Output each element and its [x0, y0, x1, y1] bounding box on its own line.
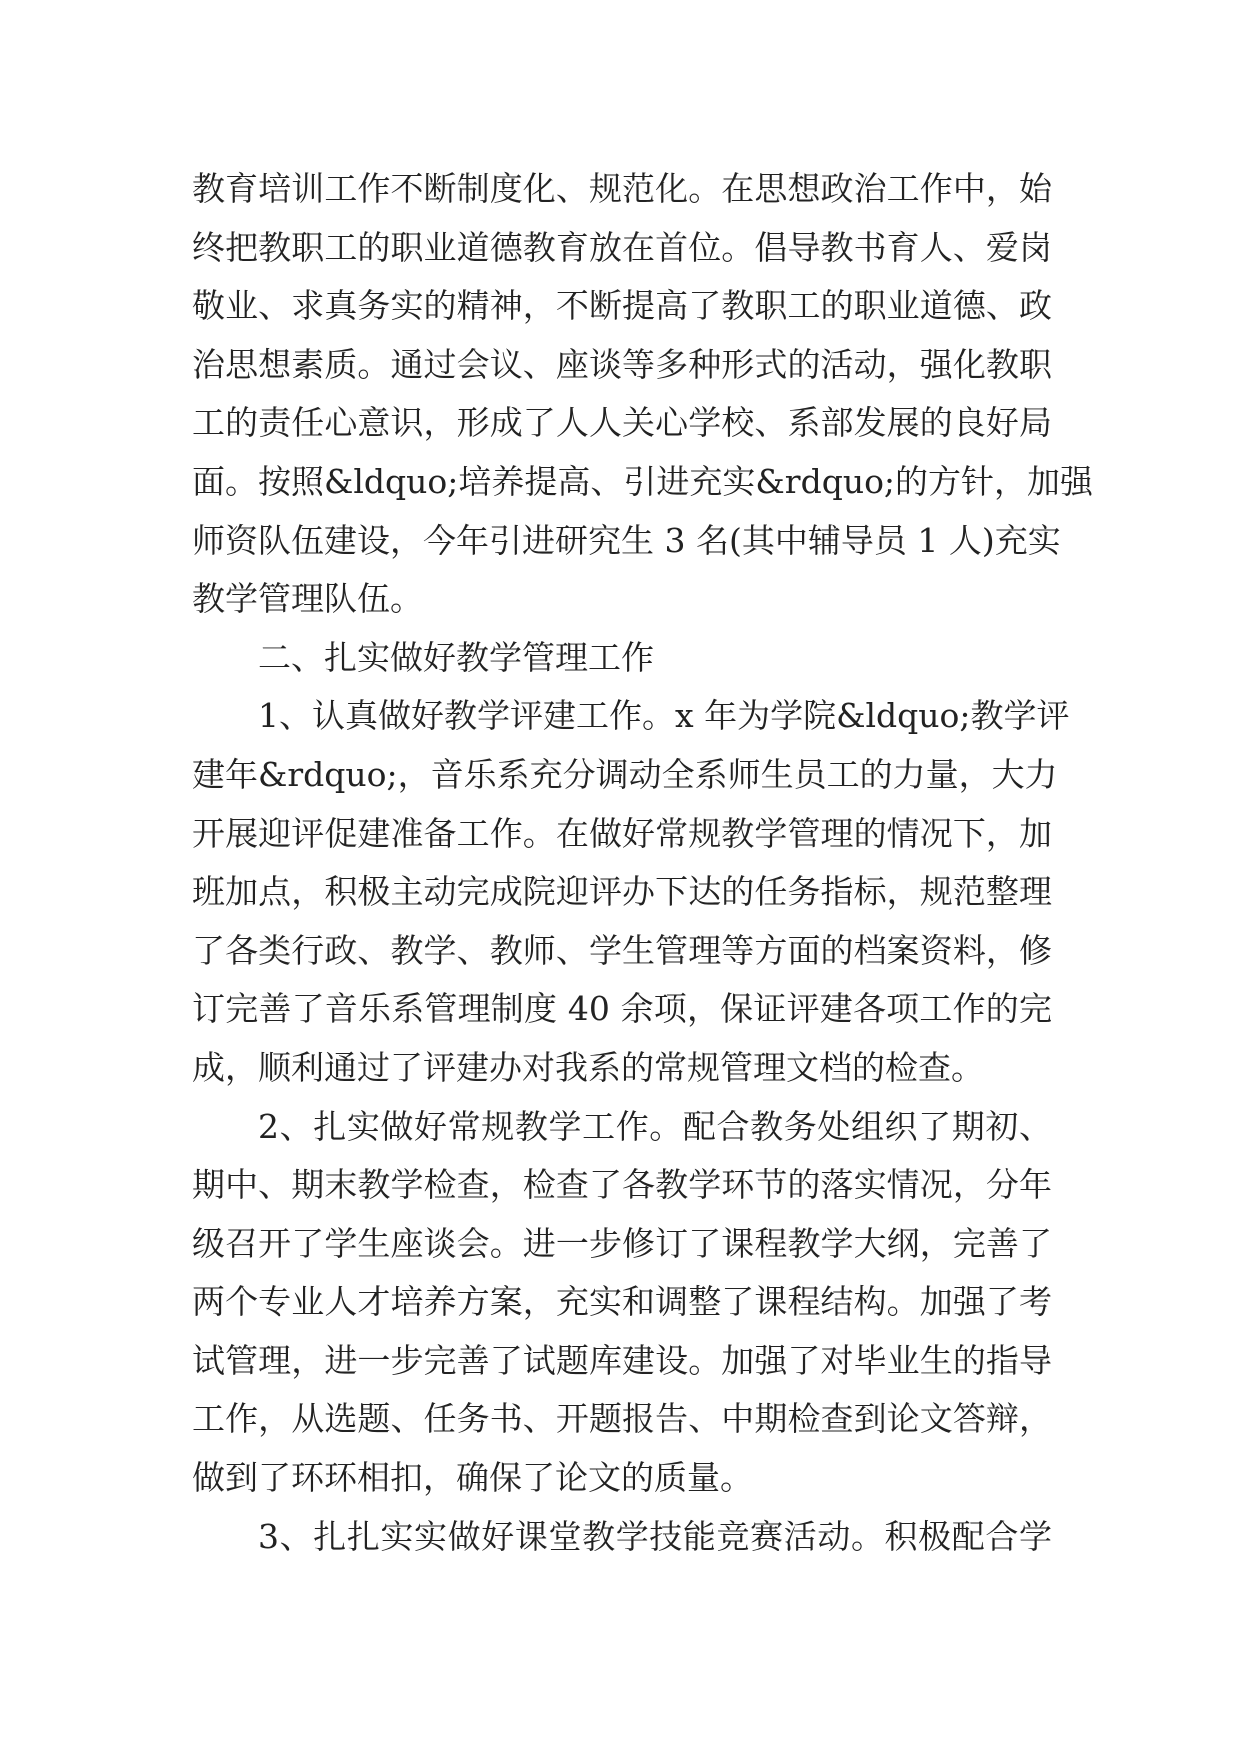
- text-line: 教学管理队伍。: [192, 579, 423, 619]
- text-line: 师资队伍建设，今年引进研究生 3 名(其中辅导员 1 人)充实: [192, 520, 1061, 560]
- text-line: 订完善了音乐系管理制度 40 余项，保证评建各项工作的完: [192, 989, 1052, 1029]
- text-line: 期中、期末教学检查，检查了各教学环节的落实情况，分年: [192, 1165, 1052, 1205]
- text-line: 终把教职工的职业道德教育放在首位。倡导教书育人、爱岗: [192, 227, 1052, 267]
- text-line: 两个专业人才培养方案，充实和调整了课程结构。加强了考: [192, 1282, 1052, 1322]
- text-line: 级召开了学生座谈会。进一步修订了课程教学大纲，完善了: [192, 1223, 1052, 1263]
- text-line: 教育培训工作不断制度化、规范化。在思想政治工作中，始: [192, 169, 1052, 208]
- text-line: 二、扎实做好教学管理工作: [258, 637, 654, 677]
- text-line: 工的责任心意识，形成了人人关心学校、系部发展的良好局: [192, 403, 1052, 443]
- document-body: [192, 160, 1094, 1566]
- text-line: 敬业、求真务实的精神，不断提高了教职工的职业道德、政: [192, 286, 1052, 326]
- text-line: 开展迎评促建准备工作。在做好常规教学管理的情况下，加: [192, 813, 1052, 853]
- text-line: 了各类行政、教学、教师、学生管理等方面的档案资料，修: [192, 930, 1052, 970]
- text-line: 3、扎扎实实做好课堂教学技能竞赛活动。积极配合学: [258, 1516, 1052, 1556]
- text-line: 工作，从选题、任务书、开题报告、中期检查到论文答辩，: [192, 1399, 1052, 1439]
- text-line: 做到了环环相扣，确保了论文的质量。: [192, 1458, 753, 1498]
- text-line: 治思想素质。通过会议、座谈等多种形式的活动，强化教职: [192, 344, 1052, 384]
- text-line: 2、扎实做好常规教学工作。配合教务处组织了期初、: [258, 1106, 1052, 1146]
- text-line: 1、认真做好教学评建工作。x 年为学院&ldquo;教学评: [258, 696, 1070, 736]
- text-line: 建年&rdquo;，音乐系充分调动全系师生员工的力量，大力: [192, 754, 1058, 794]
- text-line: 成，顺利通过了评建办对我系的常规管理文档的检查。: [192, 1047, 984, 1087]
- text-line: 面。按照&ldquo;培养提高、引进充实&rdquo;的方针，加强: [192, 461, 1094, 501]
- text-line: 班加点，积极主动完成院迎评办下达的任务指标，规范整理: [192, 872, 1052, 912]
- text-line: 试管理，进一步完善了试题库建设。加强了对毕业生的指导: [192, 1340, 1052, 1380]
